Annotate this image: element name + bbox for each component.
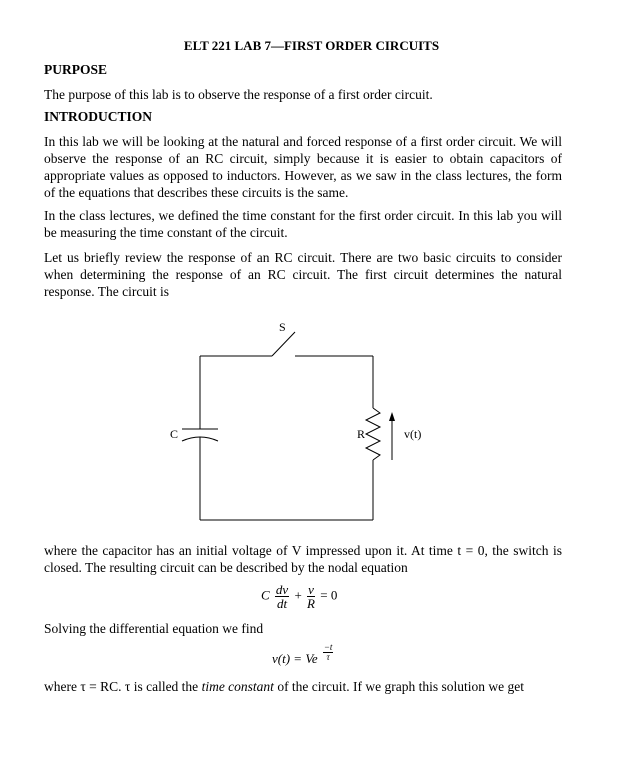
exp-num: −t: [323, 642, 333, 652]
intro-paragraph-1: In this lab we will be looking at the natural and forced response of a first order circuit. We will observe the response of an RC circuit, simply because it is easier to obtain capacitors of appropriate values as opposed to inductors. However, as we saw in the class lectures, the form of the equations that describes these circuits is the same.: [44, 134, 562, 200]
exp-den: τ: [326, 652, 330, 662]
purpose-heading: PURPOSE: [44, 62, 108, 77]
voltage-arrow-head: [389, 412, 395, 421]
after-circuit-text: where the capacitor has an initial voltage of V impressed upon it. At time t = 0, the switch is closed. The resulting circuit can be described by the nodal equation: [44, 543, 562, 575]
nodal-equation: [261, 583, 337, 610]
solving-text: Solving the differential equation we find: [44, 621, 264, 636]
switch-blade: [272, 332, 295, 356]
capacitor-label: C: [170, 427, 179, 441]
solution-lhs: v(t) = Ve: [272, 651, 318, 666]
voltage-label: v(t): [404, 427, 422, 441]
purpose-text: The purpose of this lab is to observe the response of a first order circuit.: [44, 87, 433, 102]
solution-equation: [272, 643, 335, 667]
eq-den-1: dt: [277, 596, 288, 611]
final-paragraph: [44, 678, 562, 695]
resistor-zigzag: [366, 408, 380, 460]
eq-rhs: = 0: [320, 587, 338, 603]
eq-num-2: v: [308, 582, 314, 597]
eq-den-2: R: [307, 596, 315, 611]
eq-num-1: dv: [275, 582, 289, 597]
eq-frac-1: [275, 583, 289, 610]
intro-paragraph-2: In the class lectures, we defined the time constant for the first order circuit. In this lab you will be measuring the time constant of the circuit.: [44, 208, 562, 240]
solution-exponent: [323, 643, 334, 662]
introduction-heading: INTRODUCTION: [44, 109, 153, 124]
eq-plus: +: [294, 587, 302, 603]
final-emphasis: time constant: [201, 679, 274, 694]
resistor-label: R: [357, 427, 366, 441]
final-end: of the circuit. If we graph this solution we get: [273, 679, 524, 694]
page-title: ELT 221 LAB 7—FIRST ORDER CIRCUITS: [183, 38, 440, 53]
eq-frac-2: [307, 583, 315, 610]
final-start: where τ = RC. τ is called the: [44, 679, 202, 694]
switch-label: S: [279, 320, 286, 334]
intro-paragraph-3: Let us briefly review the response of an RC circuit. There are two basic circuits to consider when determining the response of an RC circuit. The first circuit determines the natural response. The circuit is: [44, 250, 562, 299]
eq-coef: C: [261, 587, 270, 603]
